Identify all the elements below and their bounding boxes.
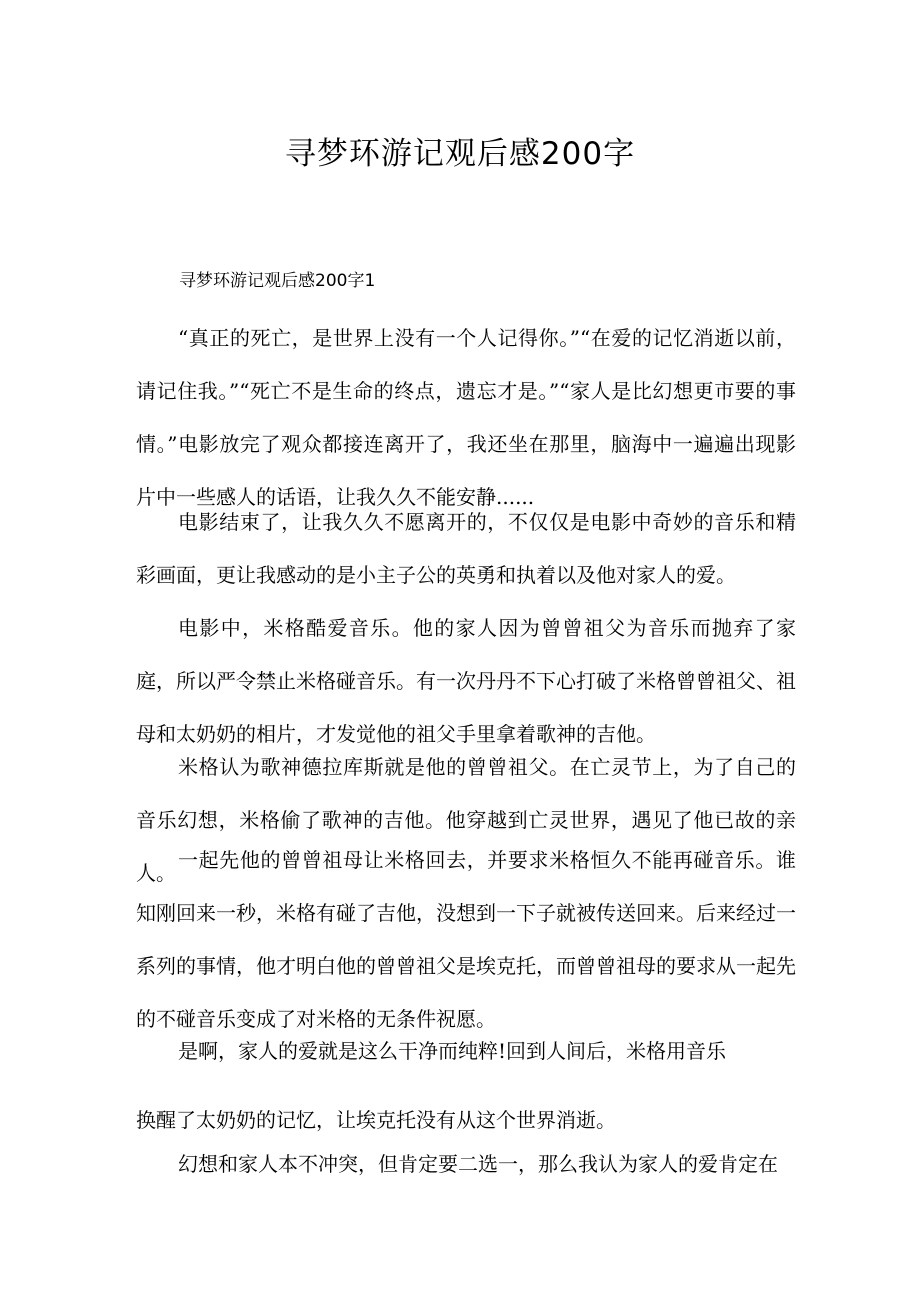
paragraph-memory-restored: 换醒了太奶奶的记忆，让埃克托没有从这个世界消逝。 — [136, 1108, 616, 1132]
paragraph-quotes: “真正的死亡，是世界上没有一个人记得你。”“在爱的记忆消逝以前，请记住我。”“死亡不是生命的终点，遗忘才是。”“家人是比幻想更市要的事情。”电影放完了观众都接连离开了，我还坐在那里，脑海中一遍遍出现影片中一些感人的话语，让我久久不能安静...... — [136, 326, 796, 509]
paragraph-dream-vs-family: 幻想和家人本不冲突，但肯定要二选一，那么我认为家人的爱肯定在 — [178, 1152, 778, 1176]
paragraph-family-truth: 一起先他的曾曾祖母让米格回去，并要求米格恒久不能再碰音乐。谁知刚回来一秒，米格有碰了吉他，没想到一下子就被传送回来。后来经过一系列的事情，他才明白他的曾曾祖父是埃克托，而曾曾祖母的要求从一起先的不碰音乐变成了对米格的无条件祝愿。 — [136, 848, 796, 1031]
paragraph-return-home: 是啊，家人的爱就是这么干净而纯粹!回到人间后，米格用音乐 — [178, 1039, 727, 1063]
paragraph-miguel-music: 电影中，米格酷爱音乐。他的家人因为曾曾祖父为音乐而抛弃了家庭，所以严令禁止米格碰音乐。有一次丹丹不下心打破了米格曾曾祖父、祖母和太奶奶的相片，才发觉他的祖父手里拿着歌神的吉他。 — [136, 616, 796, 746]
document-title: 寻梦环游记观后感200字 — [284, 136, 636, 172]
paragraph-movie-end: 电影结束了，让我久久不愿离开的，不仅仅是电影中奇妙的音乐和精彩画面，更让我感动的是小主子公的英勇和执着以及他对家人的爱。 — [136, 510, 796, 587]
paragraph-day-of-dead: 米格认为歌神德拉库斯就是他的曾曾祖父。在亡灵节上，为了自己的音乐幻想，米格偷了歌神的吉他。他穿越到亡灵世界，遇见了他已故的亲人。 — [136, 755, 796, 885]
essay-subtitle: 寻梦环游记观后感200字1 — [179, 271, 376, 291]
